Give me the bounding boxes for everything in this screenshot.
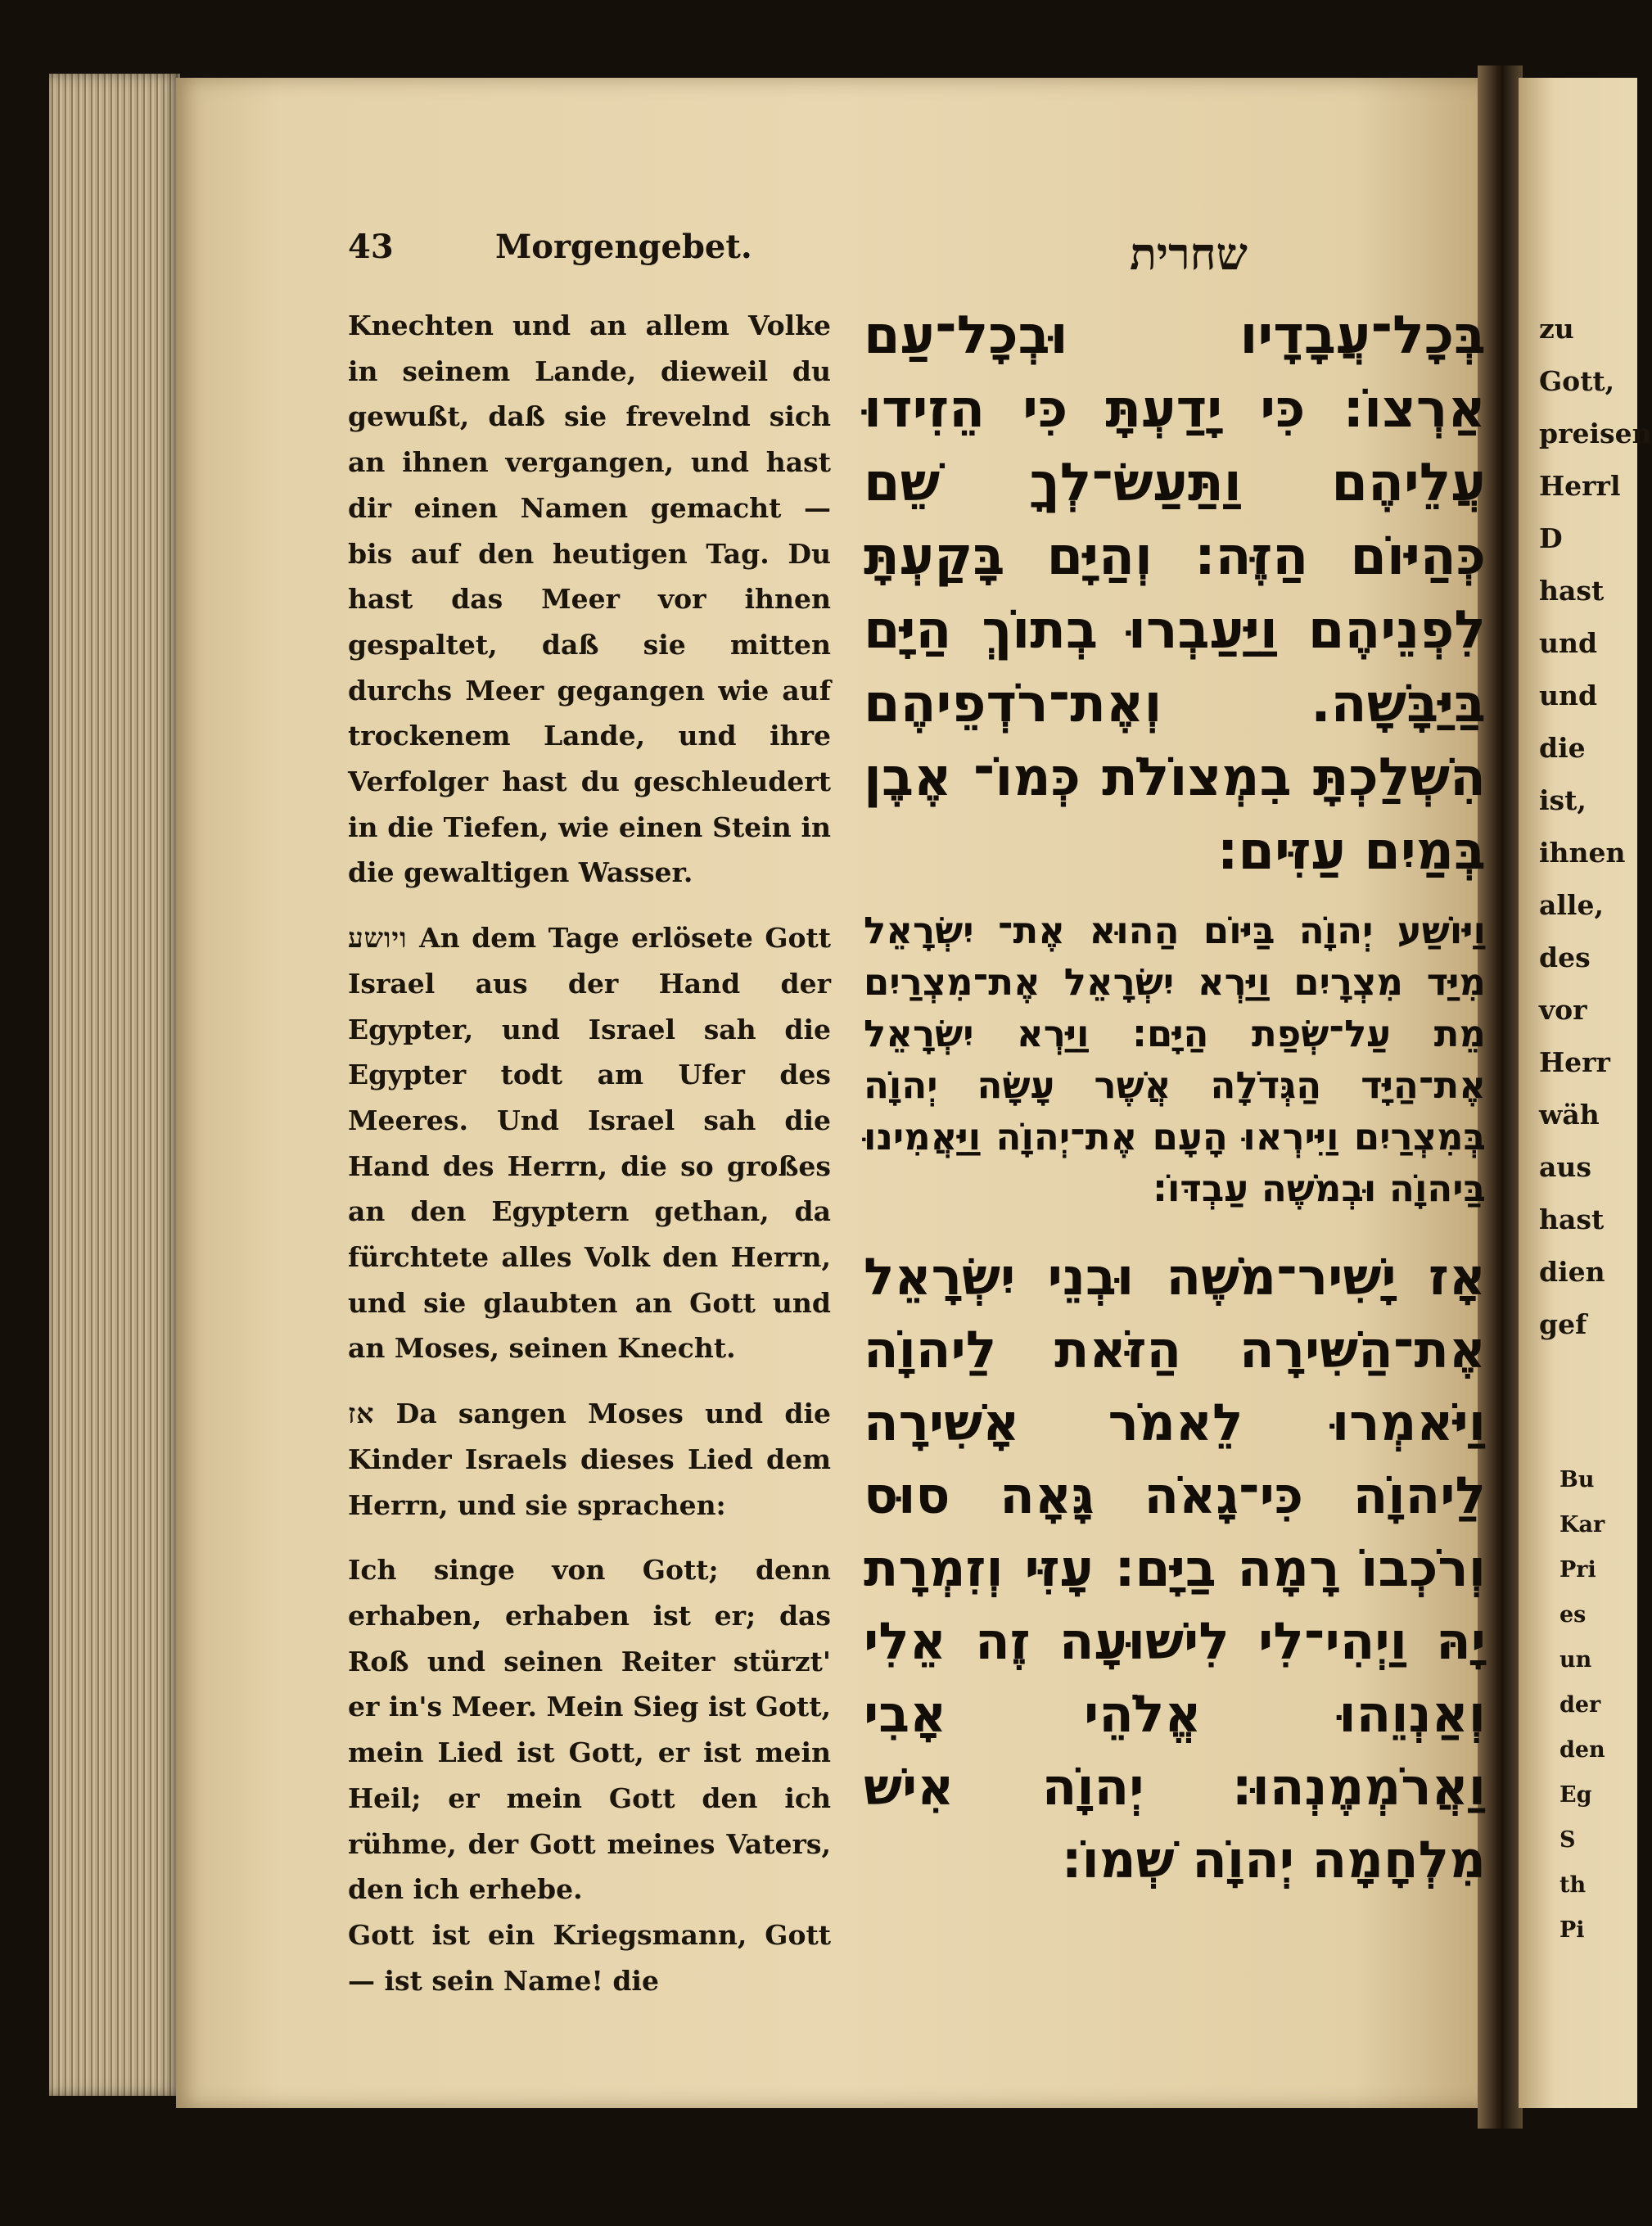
text-line: Pi	[1559, 1917, 1585, 1943]
text-line: hast	[1539, 575, 1605, 607]
german-paragraph: Gott ist ein Kriegsmann, Gott — ist sein Name! die	[348, 1918, 831, 1997]
text-line: gef	[1539, 1308, 1587, 1340]
german-paragraph: Ich singe von Gott; denn erhaben, erhaben ist er; das Roß und seinen Reiter stürzt' er in's Meer. Mein Sieg ist Gott, mein Lied ist Gott, er ist mein Heil; er mein Gott den ich rühme, der Gott meines Vaters, den ich erhebe.	[348, 1554, 831, 1906]
hebrew-paragraph: אָז יָשִׁיר־מֹשֶׁה וּבְנֵי יִשְׂרָאֵל אֶת־הַשִּׁירָה הַזֹּאת לַיהוָֹה וַיֹּאמְרוּ לֵאמֹר אָשִׁירָה לַיהוָֹה כִּי־גָאֹה גָּאָה סוּס וְרֹכְבוֹ רָמָה בַיָּם: עָזִּי וְזִמְרָת יָהּ וַיְהִי־לִי לִישׁוּעָה זֶה אֵלִי וְאַנְוֵהוּ אֱלֹהֵי אָבִי וַאֲרֹמְמֶנְהוּ: יְהוָֹה אִישׁ מִלְחָמָה יְהוָֹה שְׁמוֹ:	[864, 1247, 1486, 1890]
text-line: un	[1559, 1647, 1592, 1673]
text-line: D	[1539, 522, 1563, 554]
text-line: wäh	[1539, 1099, 1600, 1131]
page-block-edge	[49, 74, 180, 2096]
text-line: aus	[1539, 1151, 1591, 1183]
text-line: die	[1539, 732, 1586, 764]
text-line: ihnen	[1539, 837, 1626, 869]
hebrew-column	[864, 299, 1486, 1896]
text-line: Herrl	[1539, 470, 1621, 502]
hebrew-paragraph: וַיּוֹשַׁע יְהוָֹה בַּיּוֹם הַהוּא אֶת־ יִשְׂרָאֵל מִיַּד מִצְרָיִם וַיַּרְא יִשְׂרָאֵל אֶת־מִצְרַיִם מֵת עַל־שְׂפַת הַיָּם: וַיַּרְא יִשְׂרָאֵל אֶת־הַיָּד הַגְּדֹלָה אֲשֶׁר עָשָׂה יְהוָֹה בְּמִצְרַיִם וַיִּירְאוּ הָעָם אֶת־יְהוָֹה וַיַּאֲמִינוּ בַּיהוָֹה וּבְמֹשֶׁה עַבְדּוֹ:	[864, 909, 1486, 1210]
german-paragraph-text: Da sangen Moses und die Kinder Israels dieses Lied dem Herrn, und sie sprachen:	[348, 1397, 831, 1521]
text-line: Gott,	[1539, 365, 1615, 397]
hebrew-cue-word: אז	[348, 1397, 375, 1430]
german-paragraph-text: An dem Tage erlösete Gott Israel aus der Hand der Egypter, und Israel sah die Egypter todt am Ufer des Meeres. Und Israel sah die Hand des Herrn, die so großes an den Egyptern gethan, da fürchtete alles Volk den Herrn, und sie glaubten an Gott und an Moses, seinen Knecht.	[348, 922, 831, 1365]
hebrew-running-title: שחרית	[1130, 228, 1248, 280]
german-paragraph	[348, 1391, 831, 1528]
right-page-text-bottom	[1559, 1457, 1650, 1953]
text-line: Eg	[1559, 1782, 1592, 1808]
text-line: es	[1559, 1602, 1587, 1628]
german-column	[348, 303, 831, 2023]
text-line: S	[1559, 1827, 1576, 1853]
text-line: Bu	[1559, 1467, 1595, 1492]
page-number: 43	[348, 228, 394, 266]
german-running-title: Morgengebet.	[495, 228, 752, 266]
text-line: th	[1559, 1872, 1587, 1898]
text-line: vor	[1539, 994, 1587, 1026]
text-line: Pri	[1559, 1557, 1596, 1583]
text-line: preisen	[1539, 418, 1652, 449]
text-line: zu	[1539, 313, 1574, 345]
german-paragraph	[348, 915, 831, 1371]
text-line: ist,	[1539, 784, 1587, 816]
text-line: und	[1539, 680, 1598, 711]
text-line: des	[1539, 941, 1591, 973]
right-page-text-top	[1539, 303, 1652, 1351]
text-line: Kar	[1559, 1512, 1605, 1537]
text-line: hast	[1539, 1203, 1605, 1235]
text-line: den	[1559, 1737, 1605, 1763]
text-line: der	[1559, 1692, 1601, 1718]
hebrew-paragraph: בְּכָל־עֲבָדָיו וּבְכָל־עַם אַרְצוֹ: כִּי יָדַעְתָּ כִּי הֵזִידוּ עֲלֵיהֶם וַתַּעַשׂ־לְךָ שֵׁם כְּהַיּוֹם הַזֶּה: וְהַיָּם בָּקַעְתָּ לִפְנֵיהֶם וַיַּעַבְרוּ בְתוֹךְ הַיָּם בַּיַּבָּשָׁה. וְאֶת־רֹדְפֵיהֶם הִשְׁלַכְתָּ בִמְצוֹלֹת כְּמוֹ־ אֶבֶן בְּמַיִם עַזִּים:	[864, 305, 1486, 882]
text-line: dien	[1539, 1256, 1605, 1288]
german-paragraph: Knechten und an allem Volke in seinem Lande, dieweil du gewußt, daß sie frevelnd sich an ihnen vergangen, und hast dir einen Namen gemacht — bis auf den heutigen Tag. Du hast das Meer vor ihnen gespaltet, daß sie mitten durchs Meer gegangen wie auf trockenem Lande, und ihre Verfolger hast du geschleudert in die Tiefen, wie einen Stein in die gewaltigen Wasser.	[348, 309, 831, 889]
text-line: Herr	[1539, 1046, 1610, 1078]
hebrew-cue-word: ויושע	[348, 922, 408, 955]
text-line: und	[1539, 627, 1598, 659]
text-line: alle,	[1539, 889, 1604, 921]
